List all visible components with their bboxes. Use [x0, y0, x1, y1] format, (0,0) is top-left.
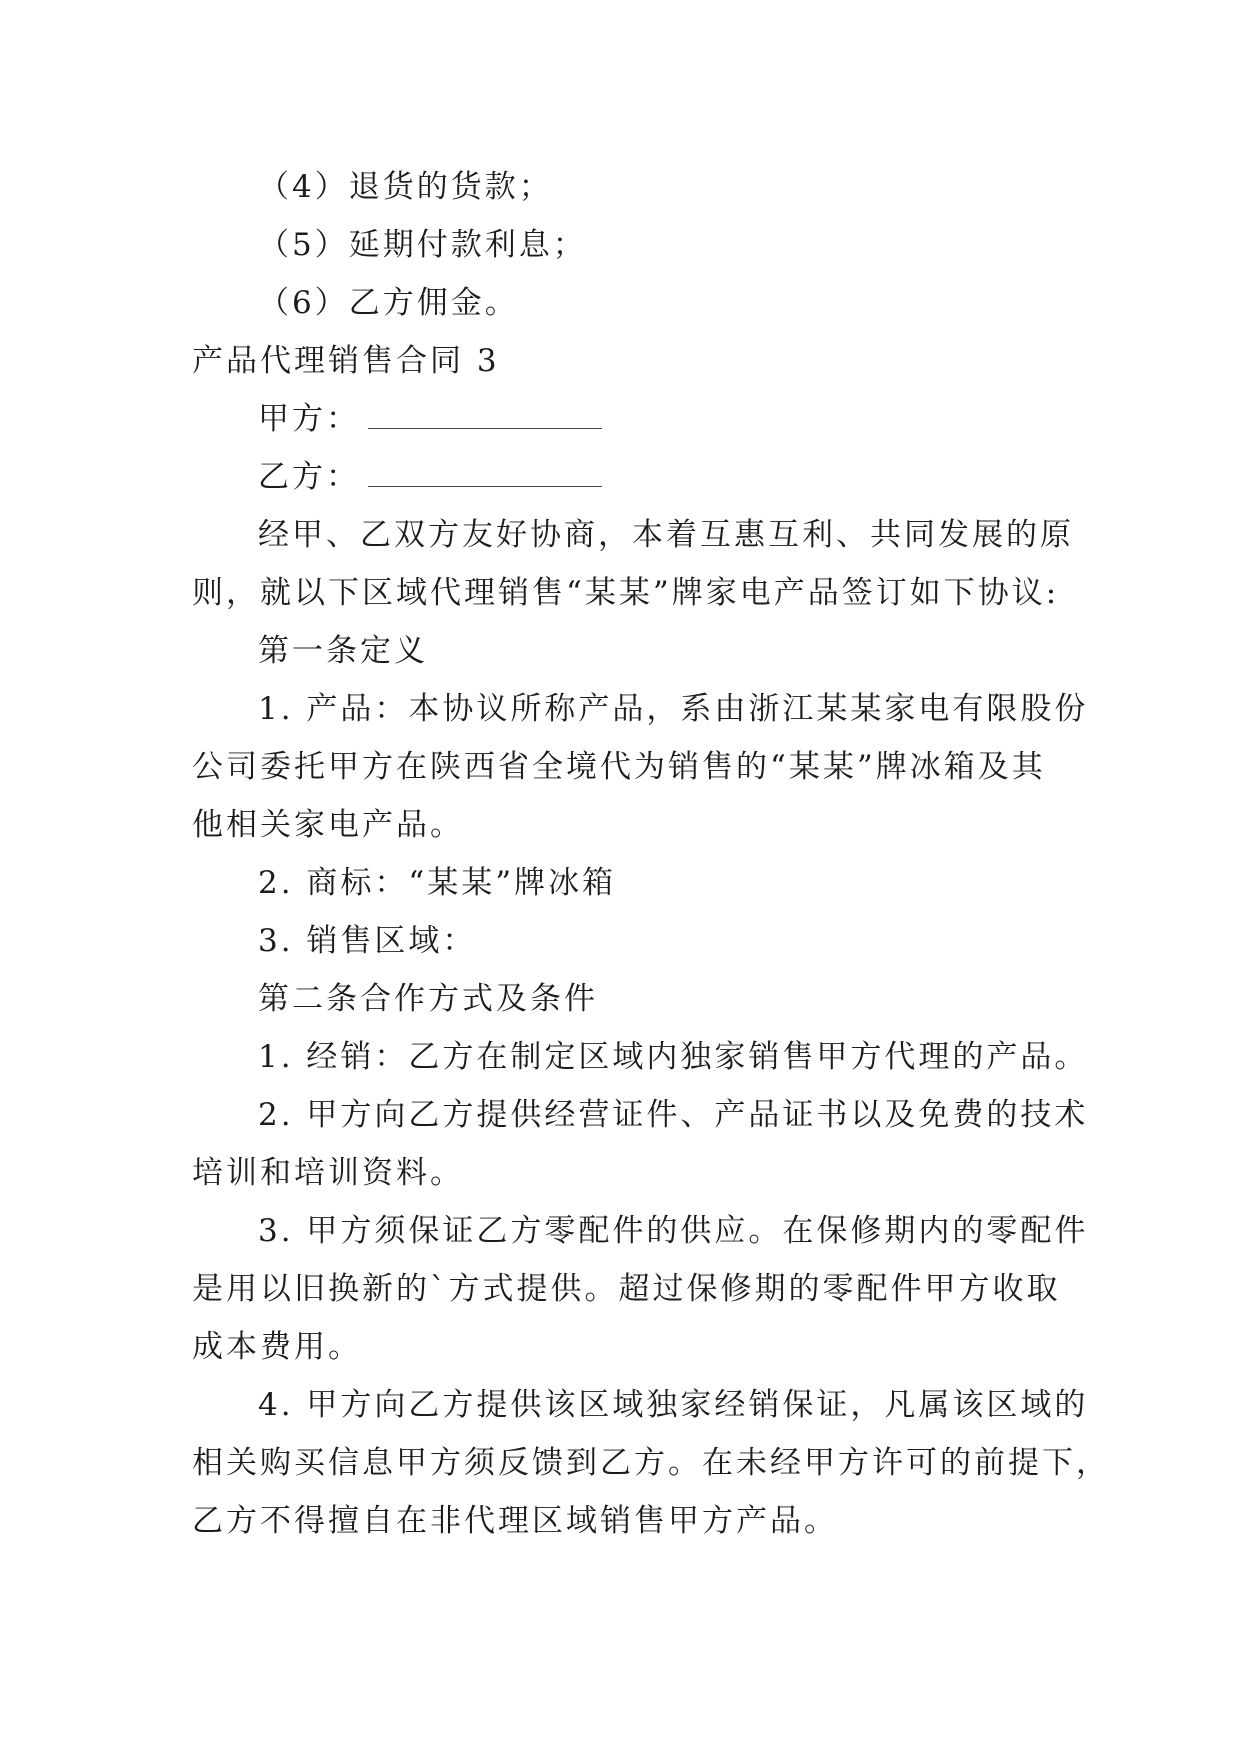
party-b-line: [192, 448, 1062, 506]
line-text: 是用以旧换新的`方式提供。超过保修期的零配件甲方收取: [192, 1271, 1061, 1307]
line-text: 2. 甲方向乙方提供经营证件、产品证书以及免费的技术: [258, 1097, 1089, 1133]
line-text: 经甲、乙双方友好协商，本着互惠互利、共同发展的原: [258, 517, 1074, 553]
paragraph-line: [192, 1434, 1110, 1492]
line-text: （6）乙方佣金。: [258, 285, 519, 321]
line-text: 公司委托甲方在陕西省全境代为销售的“某某”牌冰箱及其: [192, 749, 1046, 785]
line-text: 成本费用。: [192, 1329, 362, 1365]
line-text: 3. 销售区域：: [258, 923, 477, 959]
document-body: [192, 158, 1110, 1550]
article-heading: [192, 622, 1062, 680]
paragraph-line: [192, 1202, 1089, 1260]
paragraph-line: [192, 796, 1062, 854]
paragraph-line: [192, 1260, 1062, 1318]
party-a-line: [192, 390, 1062, 448]
line-text: 4. 甲方向乙方提供该区域独家经销保证，凡属该区域的: [258, 1387, 1089, 1423]
line-text: 则，就以下区域代理销售“某某”牌家电产品签订如下协议:: [192, 575, 1060, 611]
paragraph-line: [192, 564, 1062, 622]
paragraph-line: [192, 1376, 1089, 1434]
paragraph-line: [192, 680, 1089, 738]
party-b-label: 乙方：: [258, 459, 360, 495]
line-text: 他相关家电产品。: [192, 807, 464, 843]
party-a-label: 甲方：: [258, 401, 360, 437]
line-text: 2. 商标：“某某”牌冰箱: [258, 865, 617, 901]
line-text: 乙方不得擅自在非代理区域销售甲方产品。: [192, 1503, 838, 1539]
section-title: [192, 332, 1062, 390]
paragraph-line: [192, 506, 1074, 564]
paragraph-line: [192, 1318, 1062, 1376]
party-b-blank: [368, 456, 602, 487]
line-text: 第二条合作方式及条件: [258, 981, 598, 1017]
line-text: （4）退货的货款；: [258, 169, 553, 205]
paragraph-line: [192, 738, 1062, 796]
paragraph-line: [192, 1492, 1062, 1550]
paragraph-line: [192, 1086, 1089, 1144]
clause-line: [192, 158, 1062, 216]
line-text: （5）延期付款利息；: [258, 227, 587, 263]
clause-line: [192, 216, 1062, 274]
paragraph-line: [192, 1144, 1062, 1202]
line-text: 3. 甲方须保证乙方零配件的供应。在保修期内的零配件: [258, 1213, 1089, 1249]
line-text: 产品代理销售合同 3: [192, 343, 500, 379]
paragraph-line: [192, 912, 1062, 970]
line-text: 第一条定义: [258, 633, 428, 669]
paragraph-line: [192, 854, 1062, 912]
party-a-blank: [368, 398, 602, 429]
line-text: 培训和培训资料。: [192, 1155, 464, 1191]
line-text: 1. 产品：本协议所称产品，系由浙江某某家电有限股份: [258, 691, 1089, 727]
clause-line: [192, 274, 1062, 332]
paragraph-line: [192, 1028, 1089, 1086]
line-text: 相关购买信息甲方须反馈到乙方。在未经甲方许可的前提下，: [192, 1445, 1110, 1481]
article-heading: [192, 970, 1062, 1028]
line-text: 1. 经销：乙方在制定区域内独家销售甲方代理的产品。: [258, 1039, 1089, 1075]
